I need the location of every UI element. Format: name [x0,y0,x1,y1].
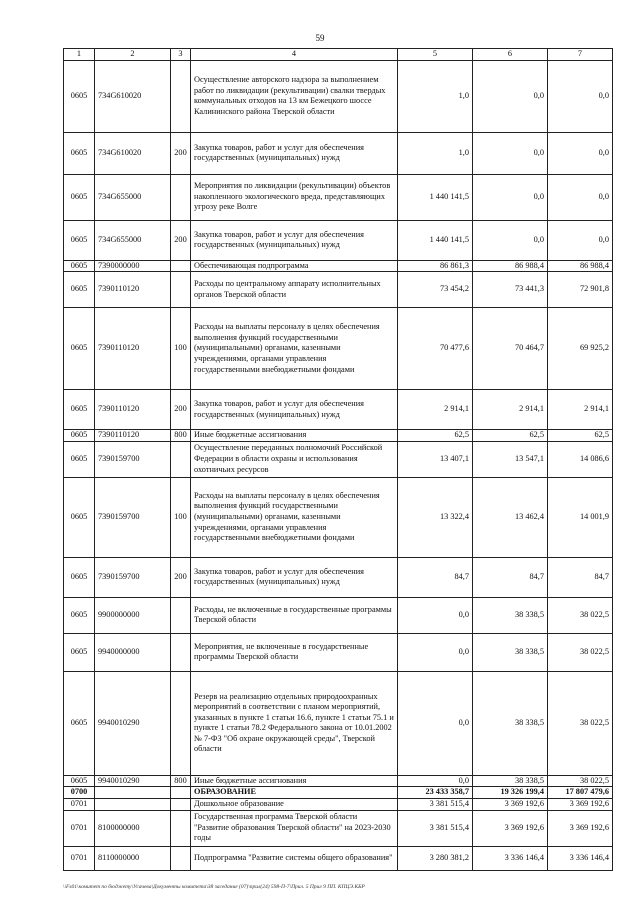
item-description: Государственная программа Тверской области "Развитие образования Тверской области" на 2023-2030 годы [191,810,398,846]
expense-type-code [171,260,191,272]
section-code: 0701 [64,798,95,810]
amount-col6: 73 441,3 [473,272,548,308]
column-header: 5 [398,49,473,61]
amount-col6: 3 369 192,6 [473,798,548,810]
section-code: 0700 [64,787,95,799]
expense-type-code [171,60,191,132]
expense-type-code [171,787,191,799]
table-row [64,846,613,870]
amount-col7: 69 925,2 [548,308,613,390]
item-description: Расходы на выплаты персоналу в целях обеспечения выполнения функций государственными (муниципальными) органами, казенными учреждениями, органами управления государственными внебюджетными фондами [191,308,398,390]
amount-col6: 62,5 [473,430,548,442]
table-row [64,775,613,787]
target-article-code: 8100000000 [95,810,171,846]
target-article-code: 7390159700 [95,557,171,597]
expense-type-code [171,798,191,810]
page-number: 59 [315,33,325,43]
item-description: Подпрограмма "Развитие системы общего образования" [191,846,398,870]
section-code: 0605 [64,260,95,272]
target-article-code: 7390159700 [95,441,171,477]
target-article-code: 734G655000 [95,220,171,260]
amount-col5: 1 440 141,5 [398,174,473,220]
amount-col6: 19 326 199,4 [473,787,548,799]
item-description: Резерв на реализацию отдельных природоохранных мероприятий в соответствии с планом мероприятий, указанных в пункте 1 статьи 16.6, пункте 1 статьи 75.1 и пункте 1 статьи 78.2 Федерального закона от 10.01.2002 № 7-ФЗ "Об охране окружающей среды", Тверской области [191,671,398,775]
table-header-row [64,49,613,61]
column-header: 7 [548,49,613,61]
amount-col6: 70 464,7 [473,308,548,390]
amount-col7: 14 001,9 [548,477,613,557]
item-description: Обеспечивающая подпрограмма [191,260,398,272]
amount-col7: 62,5 [548,430,613,442]
table-row [64,798,613,810]
target-article-code: 9900000000 [95,597,171,633]
expense-type-code: 200 [171,220,191,260]
table-row [64,633,613,671]
target-article-code: 7390110120 [95,430,171,442]
item-description: Закупка товаров, работ и услуг для обеспечения государственных (муниципальных) нужд [191,132,398,174]
amount-col7: 3 369 192,6 [548,810,613,846]
table-row [64,430,613,442]
amount-col7: 0,0 [548,220,613,260]
target-article-code: 8110000000 [95,846,171,870]
amount-col7: 38 022,5 [548,633,613,671]
column-header: 2 [95,49,171,61]
amount-col6: 38 338,5 [473,671,548,775]
amount-col7: 3 369 192,6 [548,798,613,810]
file-path-footer: \\Fs01\комитет по бюджету\Усачева\Документы комитета\38 заседание (07)\прил(24) 598-П-7\Прил. 5 Прил 9 ПП. КПЦЭ.КБР [63,884,365,890]
table-body [64,60,613,870]
item-description: Закупка товаров, работ и услуг для обеспечения государственных (муниципальных) нужд [191,557,398,597]
expense-type-code [171,441,191,477]
amount-col5: 3 381 515,4 [398,798,473,810]
table-row [64,671,613,775]
column-header: 3 [171,49,191,61]
amount-col6: 2 914,1 [473,390,548,430]
item-description: Осуществление авторского надзора за выполнением работ по ликвидации (рекультивации) свалки твердых коммунальных отходов на 13 км Бежецкого шоссе Калининского района Тверской области [191,60,398,132]
table-row [64,220,613,260]
table-row [64,174,613,220]
expense-type-code: 800 [171,775,191,787]
amount-col6: 38 338,5 [473,597,548,633]
target-article-code: 7390110120 [95,272,171,308]
target-article-code: 7390159700 [95,477,171,557]
amount-col6: 0,0 [473,60,548,132]
target-article-code: 9940000000 [95,633,171,671]
table-row [64,132,613,174]
amount-col6: 3 336 146,4 [473,846,548,870]
expense-type-code: 100 [171,477,191,557]
amount-col7: 86 988,4 [548,260,613,272]
table-row [64,272,613,308]
table-row [64,810,613,846]
amount-col5: 1,0 [398,132,473,174]
section-code: 0605 [64,220,95,260]
table-row [64,60,613,132]
item-description: Мероприятия по ликвидации (рекультивации) объектов накопленного экологического вреда, представляющих угрозу реке Волге [191,174,398,220]
item-description: Иные бюджетные ассигнования [191,430,398,442]
column-header: 4 [191,49,398,61]
section-code: 0605 [64,671,95,775]
amount-col7: 14 086,6 [548,441,613,477]
item-description: Осуществление переданных полномочий Российской Федерации в области охраны и использования охотничьих ресурсов [191,441,398,477]
amount-col5: 1,0 [398,60,473,132]
amount-col6: 0,0 [473,174,548,220]
expense-type-code [171,846,191,870]
section-code: 0605 [64,174,95,220]
amount-col7: 3 336 146,4 [548,846,613,870]
table-row [64,787,613,799]
expense-type-code: 100 [171,308,191,390]
expense-type-code: 800 [171,430,191,442]
item-description: Иные бюджетные ассигнования [191,775,398,787]
amount-col5: 62,5 [398,430,473,442]
target-article-code: 7390110120 [95,390,171,430]
amount-col6: 13 462,4 [473,477,548,557]
target-article-code: 734G610020 [95,60,171,132]
amount-col5: 0,0 [398,775,473,787]
target-article-code [95,798,171,810]
table-row [64,557,613,597]
amount-col6: 3 369 192,6 [473,810,548,846]
amount-col5: 3 381 515,4 [398,810,473,846]
amount-col6: 84,7 [473,557,548,597]
amount-col6: 38 338,5 [473,775,548,787]
amount-col5: 3 280 381,2 [398,846,473,870]
section-code: 0701 [64,846,95,870]
section-code: 0605 [64,597,95,633]
amount-col7: 38 022,5 [548,597,613,633]
section-code: 0605 [64,308,95,390]
item-description: Расходы, не включенные в государственные программы Тверской области [191,597,398,633]
table-row [64,390,613,430]
amount-col5: 84,7 [398,557,473,597]
amount-col5: 1 440 141,5 [398,220,473,260]
amount-col5: 70 477,6 [398,308,473,390]
target-article-code: 7390110120 [95,308,171,390]
amount-col6: 13 547,1 [473,441,548,477]
target-article-code [95,787,171,799]
table-row [64,597,613,633]
amount-col7: 84,7 [548,557,613,597]
target-article-code: 734G655000 [95,174,171,220]
amount-col5: 0,0 [398,671,473,775]
target-article-code: 9940010290 [95,775,171,787]
table-row [64,477,613,557]
table-row [64,308,613,390]
target-article-code: 9940010290 [95,671,171,775]
item-description: Расходы по центральному аппарату исполнительных органов Тверской области [191,272,398,308]
expense-type-code [171,633,191,671]
section-code: 0605 [64,132,95,174]
amount-col5: 2 914,1 [398,390,473,430]
section-code: 0605 [64,430,95,442]
budget-table [63,48,613,871]
amount-col5: 23 433 358,7 [398,787,473,799]
amount-col5: 0,0 [398,597,473,633]
section-code: 0605 [64,390,95,430]
expense-type-code: 200 [171,132,191,174]
expense-type-code [171,597,191,633]
section-code: 0605 [64,60,95,132]
amount-col5: 13 407,1 [398,441,473,477]
amount-col5: 86 861,3 [398,260,473,272]
column-header: 6 [473,49,548,61]
item-description: Расходы на выплаты персоналу в целях обеспечения выполнения функций государственными (муниципальными) органами, казенными учреждениями, органами управления государственными внебюджетными фондами [191,477,398,557]
amount-col5: 13 322,4 [398,477,473,557]
column-header: 1 [64,49,95,61]
expense-type-code: 200 [171,557,191,597]
amount-col7: 0,0 [548,132,613,174]
target-article-code: 734G610020 [95,132,171,174]
amount-col6: 38 338,5 [473,633,548,671]
section-code: 0605 [64,775,95,787]
section-code: 0605 [64,441,95,477]
table-row [64,441,613,477]
amount-col7: 72 901,8 [548,272,613,308]
amount-col5: 73 454,2 [398,272,473,308]
expense-type-code: 200 [171,390,191,430]
amount-col7: 0,0 [548,60,613,132]
expense-type-code [171,810,191,846]
section-code: 0605 [64,477,95,557]
amount-col6: 0,0 [473,132,548,174]
amount-col7: 17 807 479,6 [548,787,613,799]
amount-col7: 38 022,5 [548,671,613,775]
section-code: 0605 [64,633,95,671]
item-description: Дошкольное образование [191,798,398,810]
item-description: Мероприятия, не включенные в государственные программы Тверской области [191,633,398,671]
section-code: 0605 [64,557,95,597]
amount-col5: 0,0 [398,633,473,671]
expense-type-code [171,272,191,308]
amount-col7: 38 022,5 [548,775,613,787]
item-description: Закупка товаров, работ и услуг для обеспечения государственных (муниципальных) нужд [191,220,398,260]
section-code: 0605 [64,272,95,308]
item-description: Закупка товаров, работ и услуг для обеспечения государственных (муниципальных) нужд [191,390,398,430]
amount-col6: 86 988,4 [473,260,548,272]
expense-type-code [171,671,191,775]
target-article-code: 7390000000 [95,260,171,272]
amount-col6: 0,0 [473,220,548,260]
amount-col7: 2 914,1 [548,390,613,430]
item-description: ОБРАЗОВАНИЕ [191,787,398,799]
amount-col7: 0,0 [548,174,613,220]
table-row [64,260,613,272]
expense-type-code [171,174,191,220]
section-code: 0701 [64,810,95,846]
